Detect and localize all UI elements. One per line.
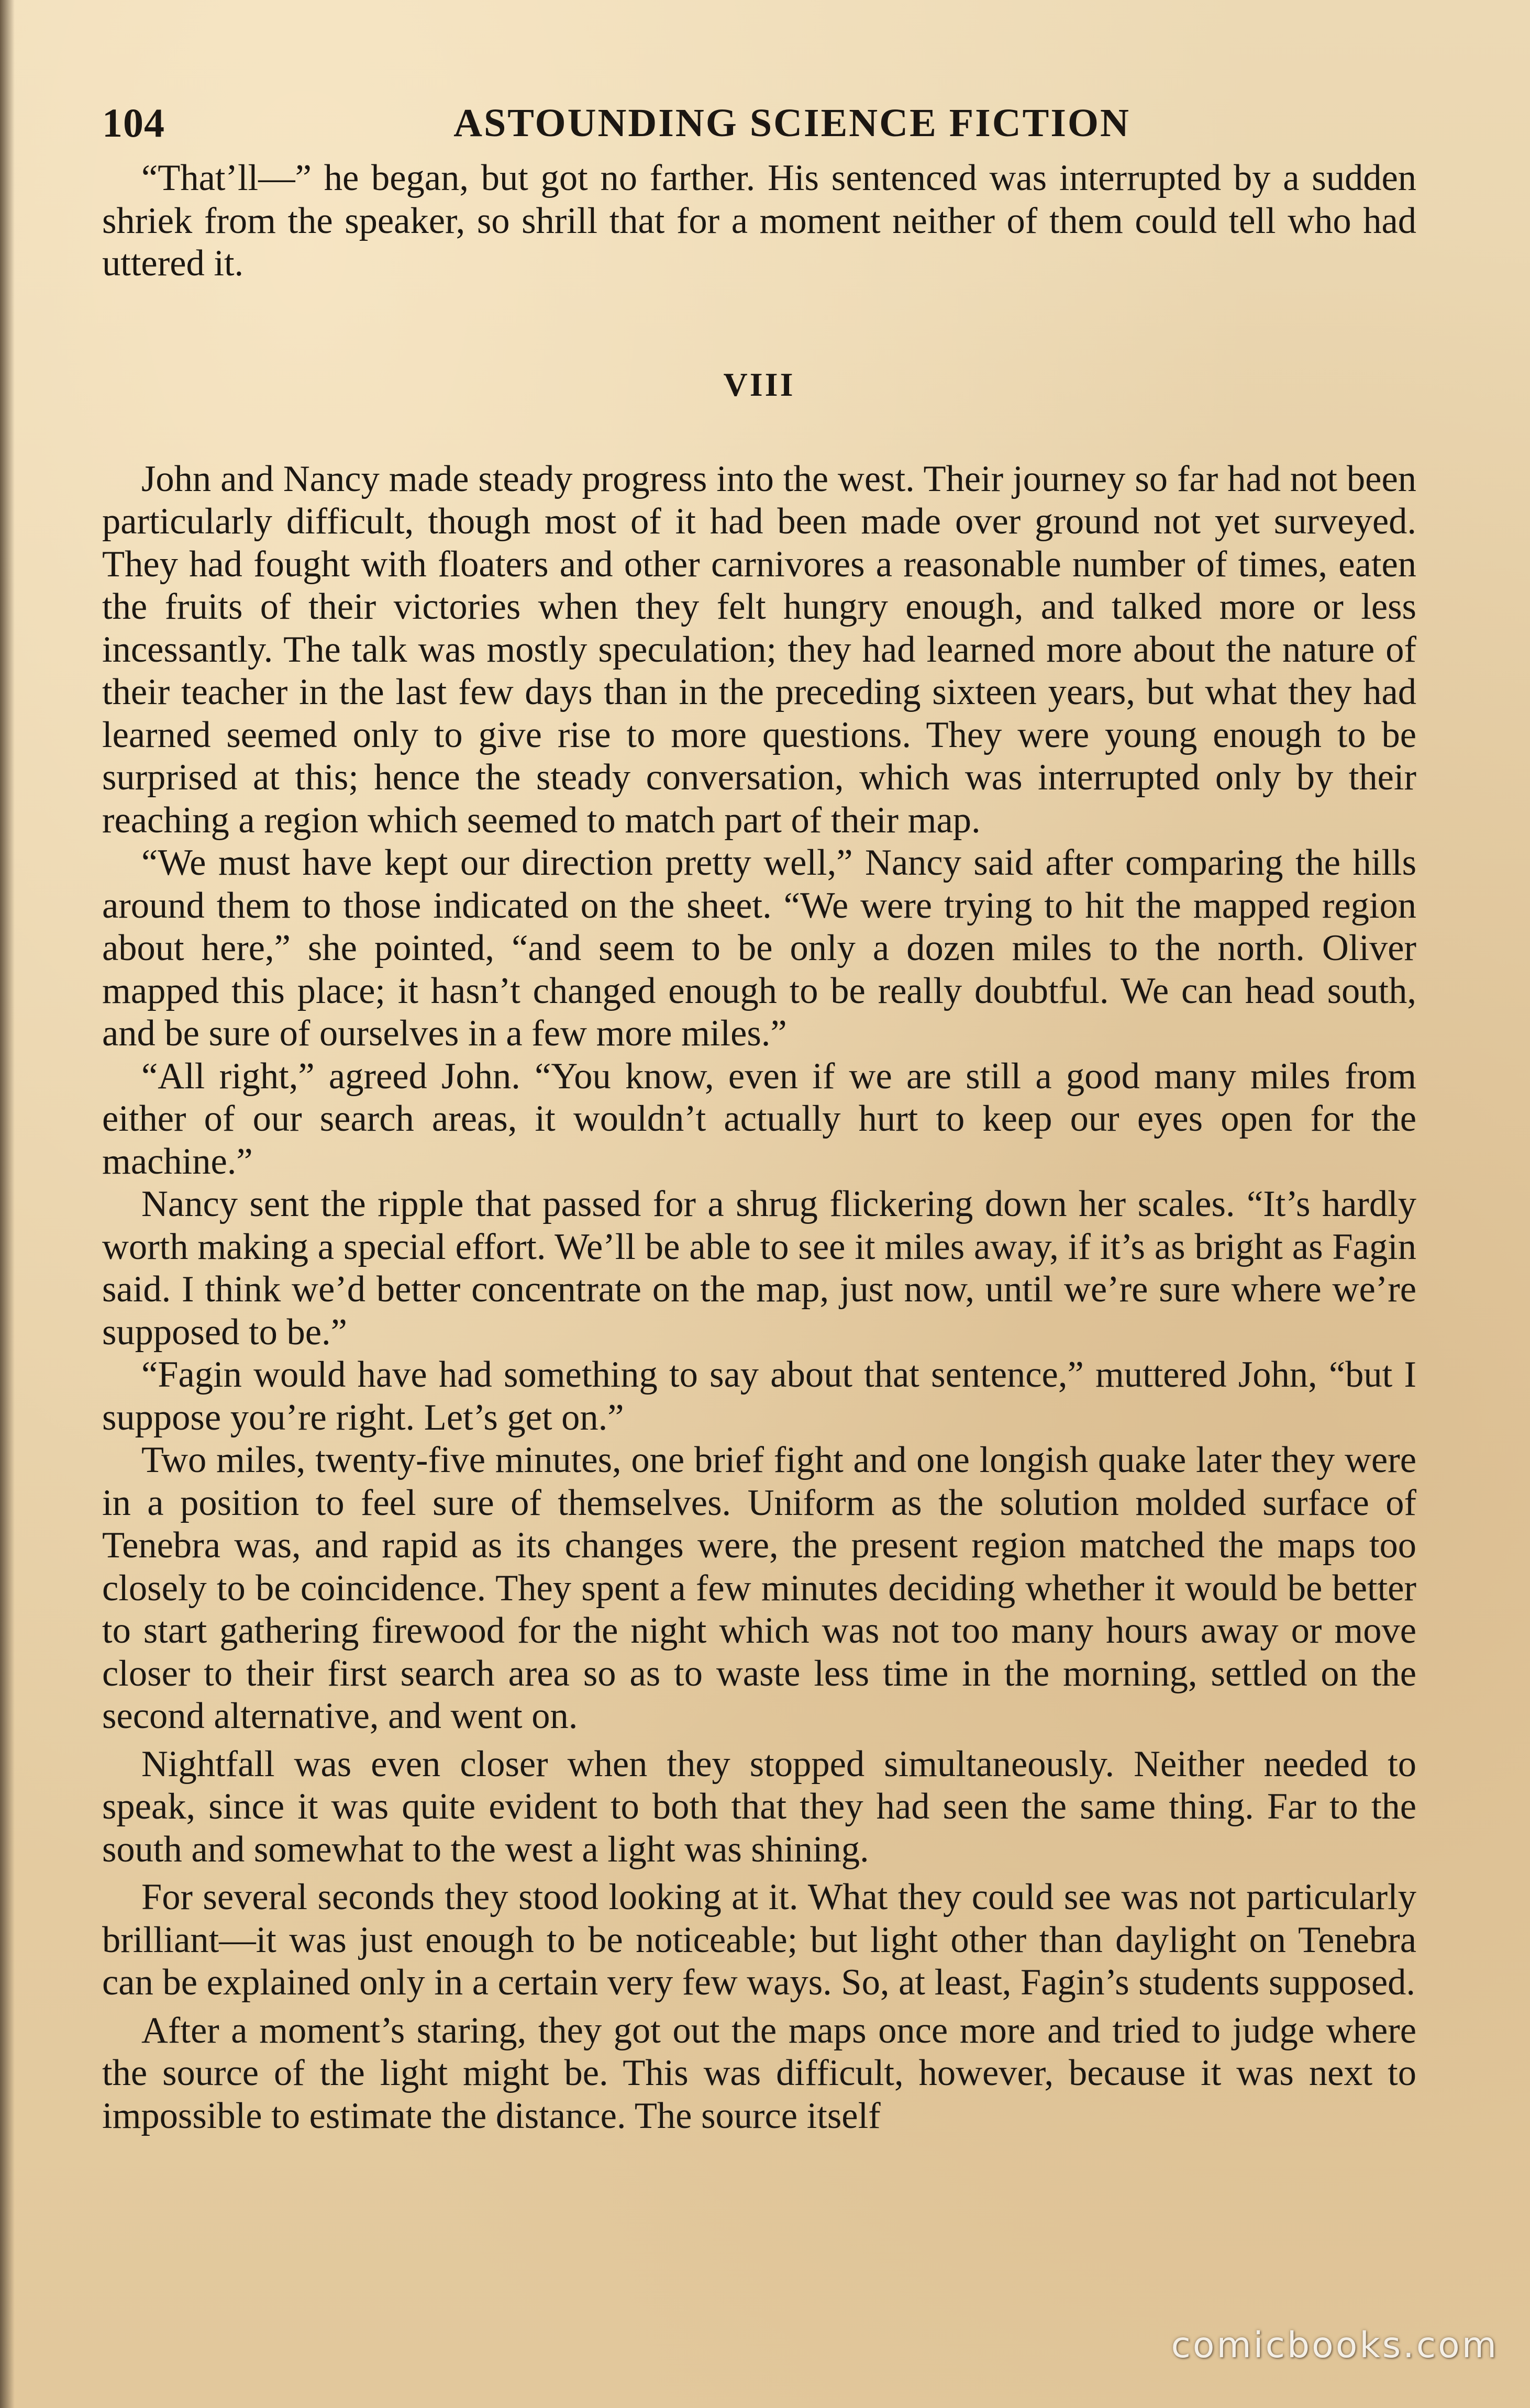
paragraph: For several seconds they stood looking at it. What they could see was not particularly brilliant—it was just enough to be noticeable; but light other than daylight on Tenebra can be explained only in a certain very few ways. So, at least, Fagin’s students supposed. xyxy=(102,1877,1416,2003)
page-edge-shadow xyxy=(0,0,15,2408)
paragraph: John and Nancy made steady progress into the west. Their journey so far had not been particularly difficult, though most of it had been made over ground not yet surveyed. They had fought with floaters and other carnivores a reasonable number of times, eaten the fruits of their victories when they felt hungry enough, and talked more or less incessantly. The talk was mostly speculation; they had learned more about the nature of their teacher in the last few days than in the preceding sixteen years, but what they had learned seemed only to give rise to more questions. They were young enough to be surprised at this; hence the steady conversation, which was interrupted only by their reaching a region which seemed to match part of their map. xyxy=(102,458,1416,841)
section-heading: VIII xyxy=(723,365,795,403)
paragraph: “All right,” agreed John. “You know, even if we are still a good many miles from either of our search areas, it wouldn’t actually hurt to keep our eyes open for the machine.” xyxy=(102,1055,1416,1182)
paragraph: Nightfall was even closer when they stopped simultaneously. Neither needed to speak, since it was quite evident to both that they had seen the same thing. Far to the south and somewhat to the west a light was shining. xyxy=(102,1743,1416,1870)
paragraph: “Fagin would have had something to say about that sentence,” muttered John, “but I suppose you’re right. Let’s get on.” xyxy=(102,1354,1416,1438)
paragraph: “We must have kept our direction pretty well,” Nancy said after comparing the hills around them to those indicated on the sheet. “We were trying to hit the mapped region about here,” she pointed, “and seem to be only a dozen miles to the north. Oliver mapped this place; it hasn’t changed enough to be really doubtful. We can head south, and be sure of ourselves in a few more miles.” xyxy=(102,842,1416,1054)
paragraph: After a moment’s staring, they got out the maps once more and tried to judge where the source of the light might be. This was difficult, however, because it was next to impossible to estimate the distance. The source itself xyxy=(102,2010,1416,2136)
page-header xyxy=(102,94,1424,152)
paragraph: “That’ll—” he began, but got no farther. His sentenced was interrupted by a sudden shriek from the speaker, so shrill that for a moment neither of them could tell who had uttered it. xyxy=(102,158,1416,284)
running-head: ASTOUNDING SCIENCE FICTION xyxy=(453,101,1130,145)
watermark-logo: comicbooks.com xyxy=(1171,2325,1499,2366)
paragraph: Nancy sent the ripple that passed for a shrug flickering down her scales. “It’s hardly worth making a special effort. We’ll be able to see it miles away, if it’s as bright as Fagin said. I think we’d better concentrate on the map, just now, until we’re sure where we’re supposed to be.” xyxy=(102,1184,1416,1353)
paragraph: Two miles, twenty-five minutes, one brief fight and one longish quake later they were in a position to feel sure of themselves. Uniform as the solution molded surface of Tenebra was, and rapid as its changes were, the present region matched the maps too closely to be coincidence. They spent a few minutes deciding whether it would be better to start gathering firewood for the night which was not too many hours away or move closer to their first search area so as to waste less time in the morning, settled on the second alternative, and went on. xyxy=(102,1440,1416,1736)
page-number: 104 xyxy=(102,100,165,146)
body-text xyxy=(102,157,1416,2137)
